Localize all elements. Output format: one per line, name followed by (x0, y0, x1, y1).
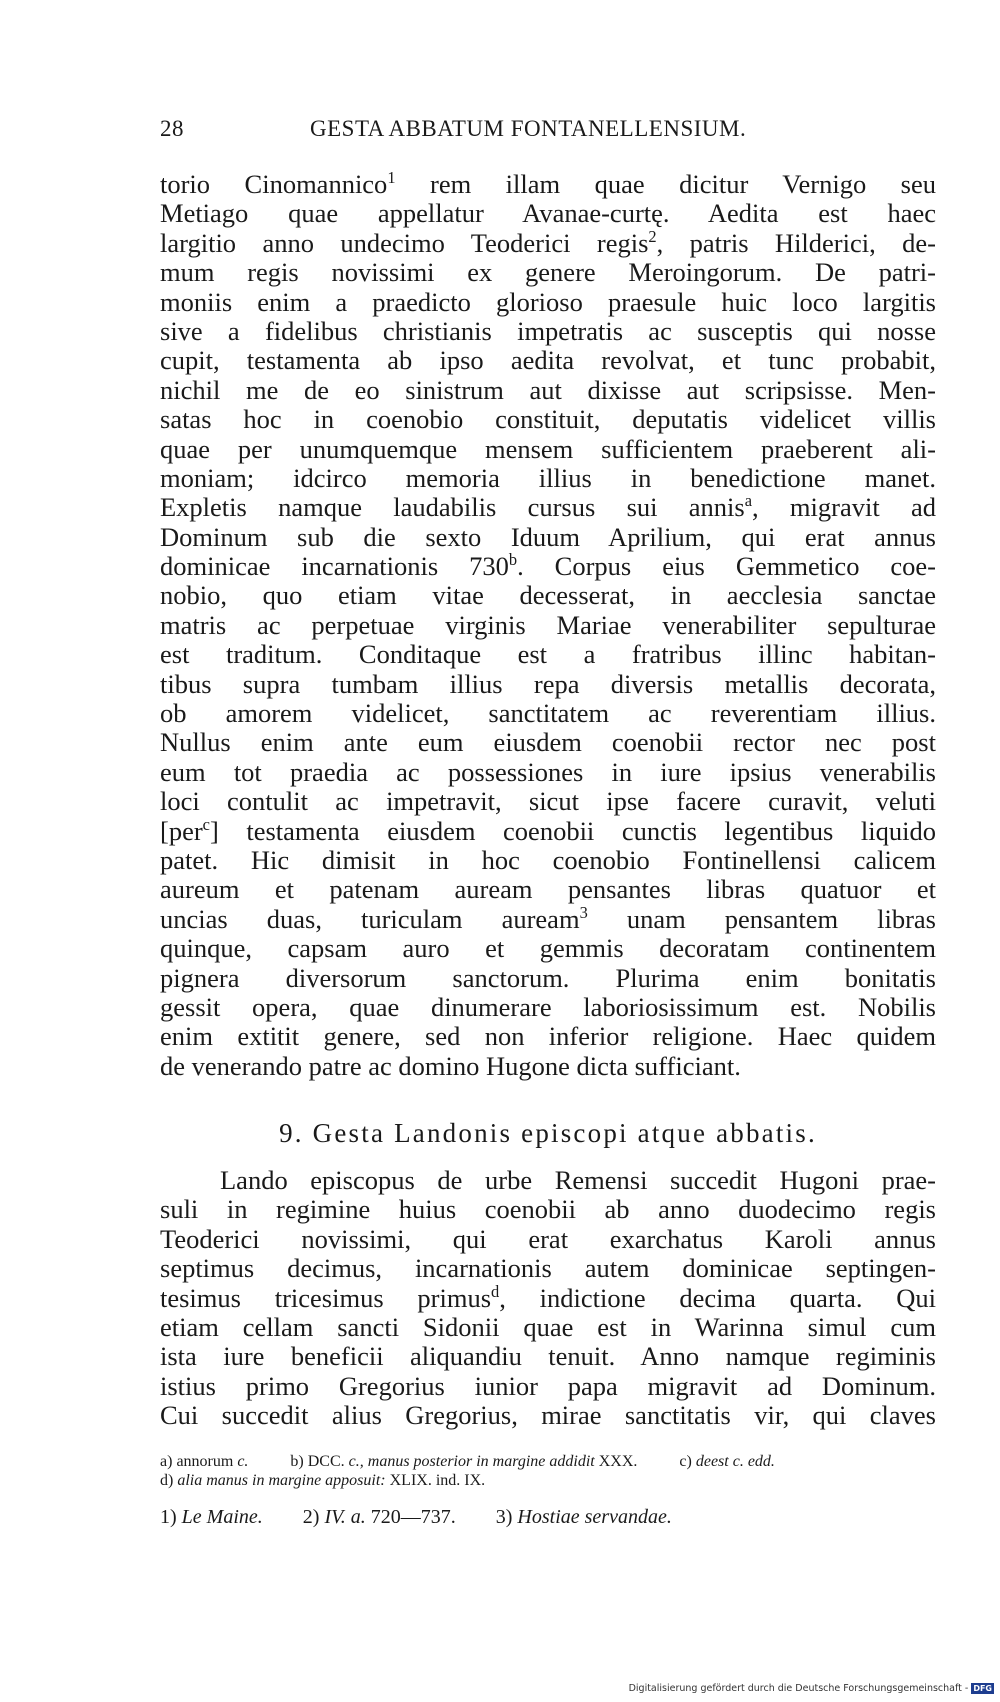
text-segment: , patris Hilderici, de- (656, 227, 936, 258)
main-text-line (160, 875, 936, 904)
footnote-d-post: XLIX. ind. IX. (389, 1472, 486, 1489)
section-text-line (160, 1401, 936, 1430)
section-text-line (160, 1281, 937, 1313)
footnote-1-mark: 1) (160, 1506, 177, 1528)
main-text-line (160, 993, 936, 1022)
text-segment: est traditum. Conditaque est a fratribus illinc habitan- (160, 639, 936, 670)
footnote-2-italic: IV. a. (324, 1506, 366, 1528)
apparatus-row-2 (160, 1471, 936, 1490)
main-text-line (160, 464, 936, 493)
main-text-line (160, 1052, 936, 1081)
section-text-line (160, 1342, 936, 1371)
footnote-b (290, 1453, 641, 1470)
text-segment: suli in regimine huius coenobii ab anno duodecimo regis (160, 1194, 936, 1225)
text-segment: eum tot praedia ac possessiones in iure ipsius venerabilis (160, 756, 936, 787)
footnote-ref: 1 (387, 168, 396, 188)
text-segment: Nullus enim ante eum eiusdem coenobii rector nec post (160, 727, 936, 758)
footnote-ref: c (202, 814, 210, 834)
section-text-line (160, 1254, 936, 1283)
main-text-line (160, 435, 936, 464)
text-segment: , migravit ad (752, 492, 936, 523)
footnote-c-italic: deest c. edd. (695, 1453, 775, 1470)
text-segment: pignera diversorum sanctorum. Plurima enim bonitatis (160, 962, 936, 993)
text-segment: quae per unumquemque mensem sufficientem praeberent ali- (160, 433, 936, 464)
text-segment: ob amorem videlicet, sanctitatem ac reverentiam illius. (160, 698, 936, 729)
text-segment: . Corpus eius Gemmetico coe- (517, 551, 936, 582)
text-segment: ista iure beneficii aliquandiu tenuit. Anno namque regiminis (160, 1341, 936, 1372)
section-heading: 9. Gesta Landonis episcopi atque abbatis. (279, 1118, 817, 1148)
page-number: 28 (160, 116, 184, 141)
apparatus-row-1 (160, 1452, 936, 1471)
text-segment: Lando episcopus de urbe Remensi succedit Hugoni prae- (220, 1165, 936, 1195)
text-segment: [per (160, 815, 203, 846)
numbered-footnotes (160, 1506, 936, 1529)
text-segment: moniis enim a praedicto glorioso praesule huic loco largitis (160, 286, 936, 317)
main-text-line (160, 670, 936, 699)
text-segment: dominicae incarnationis 730 (160, 551, 509, 582)
main-text-line (160, 493, 936, 522)
footnote-a-italic: c. (237, 1453, 249, 1470)
text-segment: de venerando patre ac domino Hugone dicta sufficiant. (160, 1050, 741, 1081)
text-segment: sive a fidelibus christianis impetratis ac susceptis qui nosse (160, 315, 936, 346)
page-header (160, 116, 936, 146)
main-text-line (160, 376, 936, 405)
text-segment: septimus decimus, incarnationis autem dominicae septingen- (160, 1253, 936, 1284)
text-segment: tesimus tricesimus primus (160, 1282, 492, 1313)
main-text-line (160, 317, 936, 346)
footnote-ref: a (744, 491, 753, 511)
text-segment: mum regis novissimi ex genere Meroingorum. De patri- (160, 257, 936, 288)
footnote-2 (303, 1506, 461, 1528)
footnote-ref: d (491, 1281, 500, 1301)
footnote-ref: 3 (579, 902, 588, 922)
critical-apparatus (160, 1452, 936, 1490)
text-segment: gessit opera, quae dinumerare laboriosissimum est. Nobilis (160, 991, 936, 1022)
text-segment: ] testamenta eiusdem coenobii cunctis legentibus liquido (209, 815, 936, 846)
main-text-line (160, 902, 936, 934)
text-segment: Expletis namque laudabilis cursus sui annis (160, 492, 745, 523)
footnote-b-pre: DCC. (307, 1453, 345, 1470)
main-text-line (160, 846, 936, 875)
text-segment: , indictione decima quarta. Qui (499, 1282, 937, 1313)
text-segment: unam pensantem libras (587, 903, 936, 934)
main-text-line (160, 199, 936, 228)
text-segment: Metiago quae appellatur Avanae-curtę. Aedita est haec (160, 198, 936, 229)
running-title: GESTA ABBATUM FONTANELLENSIUM. (310, 116, 747, 141)
text-segment: Cui succedit alius Gregorius, mirae sanctitatis vir, qui claves (160, 1400, 936, 1431)
main-text-line (160, 346, 936, 375)
main-text-line (160, 758, 936, 787)
footnote-ref: b (508, 550, 518, 570)
footnote-a-mark: a) (160, 1453, 173, 1470)
main-text-line (160, 1022, 936, 1051)
main-text-line (160, 288, 936, 317)
text-segment: Teoderici novissimi, qui erat exarchatus Karoli annus (160, 1223, 936, 1254)
footnote-1 (160, 1506, 268, 1528)
footnote-b-italic: c., manus posterior in margine addidit (348, 1453, 595, 1470)
footnote-d-italic: alia manus in margine apposuit: (177, 1472, 386, 1489)
section-text-line (160, 1372, 936, 1401)
main-text-line (160, 728, 936, 757)
footnote-3 (496, 1506, 672, 1528)
text-segment: aureum et patenam auream pensantes libras quatuor et (160, 874, 936, 905)
footnote-c-mark: c) (679, 1453, 692, 1470)
section-text-line (160, 1195, 936, 1224)
footnote-3-text: Hostiae servandae. (517, 1506, 672, 1528)
section-text-line (160, 1313, 936, 1342)
text-segment: matris ac perpetuae virginis Mariae venerabiliter sepulturae (160, 609, 936, 640)
dfg-logo-icon: DFG (973, 1684, 992, 1693)
text-segment: etiam cellam sancti Sidonii quae est in Warinna simul cum (160, 1311, 936, 1342)
main-text-line (160, 787, 936, 816)
footnote-a (160, 1453, 252, 1470)
text-segment: loci contulit ac impetravit, sicut ipse facere curavit, veluti (160, 786, 936, 817)
footnote-c (679, 1453, 775, 1470)
main-text-line (160, 226, 936, 258)
text-segment: Dominum sub die sexto Iduum Aprilium, qui erat annus (160, 521, 936, 552)
footnote-b-mark: b) (290, 1453, 304, 1470)
main-text-line (160, 405, 936, 434)
footnote-3-mark: 3) (495, 1506, 513, 1528)
main-text-line (160, 552, 936, 581)
text-segment: nobio, quo etiam vitae decesserat, in aecclesia sanctae (160, 580, 936, 611)
main-text-line (160, 170, 936, 199)
main-text-line (160, 611, 936, 640)
main-text-line (160, 814, 936, 846)
footnote-ref: 2 (648, 226, 657, 246)
main-text-line (160, 258, 936, 287)
footnote-d (160, 1472, 485, 1489)
footnote-d-mark: d) (160, 1472, 174, 1489)
text-segment: istius primo Gregorius iunior papa migravit ad Dominum. (160, 1370, 936, 1401)
footnote-b-post: XXX. (598, 1453, 638, 1470)
text-segment: nichil me de eo sinistrum aut dixisse aut scripsisse. Men- (160, 374, 936, 405)
footnote-2-mark: 2) (302, 1506, 320, 1528)
main-text-line (160, 523, 936, 552)
footnote-1-text: Le Maine. (181, 1506, 263, 1528)
text-segment: patet. Hic dimisit in hoc coenobio Fontinellensi calicem (160, 844, 936, 875)
text-segment: cupit, testamenta ab ipso aedita revolvat, et tunc probabit, (160, 345, 936, 376)
main-text-line (160, 640, 936, 669)
text-segment: quinque, capsam auro et gemmis decoratam continentem (160, 933, 936, 964)
section-text (160, 1166, 936, 1431)
main-text-line (160, 934, 936, 963)
section-text-line (160, 1225, 936, 1254)
main-text (160, 170, 936, 1081)
main-text-line (160, 699, 936, 728)
section-text-line (160, 1166, 936, 1195)
digitization-credit (629, 1683, 994, 1694)
text-segment: largitio anno undecimo Teoderici regis (160, 227, 649, 258)
text-segment: moniam; idcirco memoria illius in benedictione manet. (160, 462, 936, 493)
credit-text: Digitalisierung gefördert durch die Deutsche Forschungsgemeinschaft - (628, 1683, 969, 1694)
text-segment: torio Cinomannico (160, 169, 388, 199)
text-segment: rem illam quae dicitur Vernigo seu (395, 169, 936, 199)
main-text-line (160, 964, 936, 993)
text-segment: uncias duas, turiculam auream (160, 903, 580, 934)
text-segment: enim extitit genere, sed non inferior religione. Haec quidem (160, 1021, 936, 1052)
main-text-line (160, 581, 936, 610)
footnote-2-text: 720—737. (370, 1506, 456, 1528)
footnote-a-text: annorum (176, 1453, 234, 1470)
text-segment: satas hoc in coenobio constituit, deputatis videlicet villis (160, 404, 936, 435)
text-segment: tibus supra tumbam illius repa diversis metallis decorata, (160, 668, 936, 699)
